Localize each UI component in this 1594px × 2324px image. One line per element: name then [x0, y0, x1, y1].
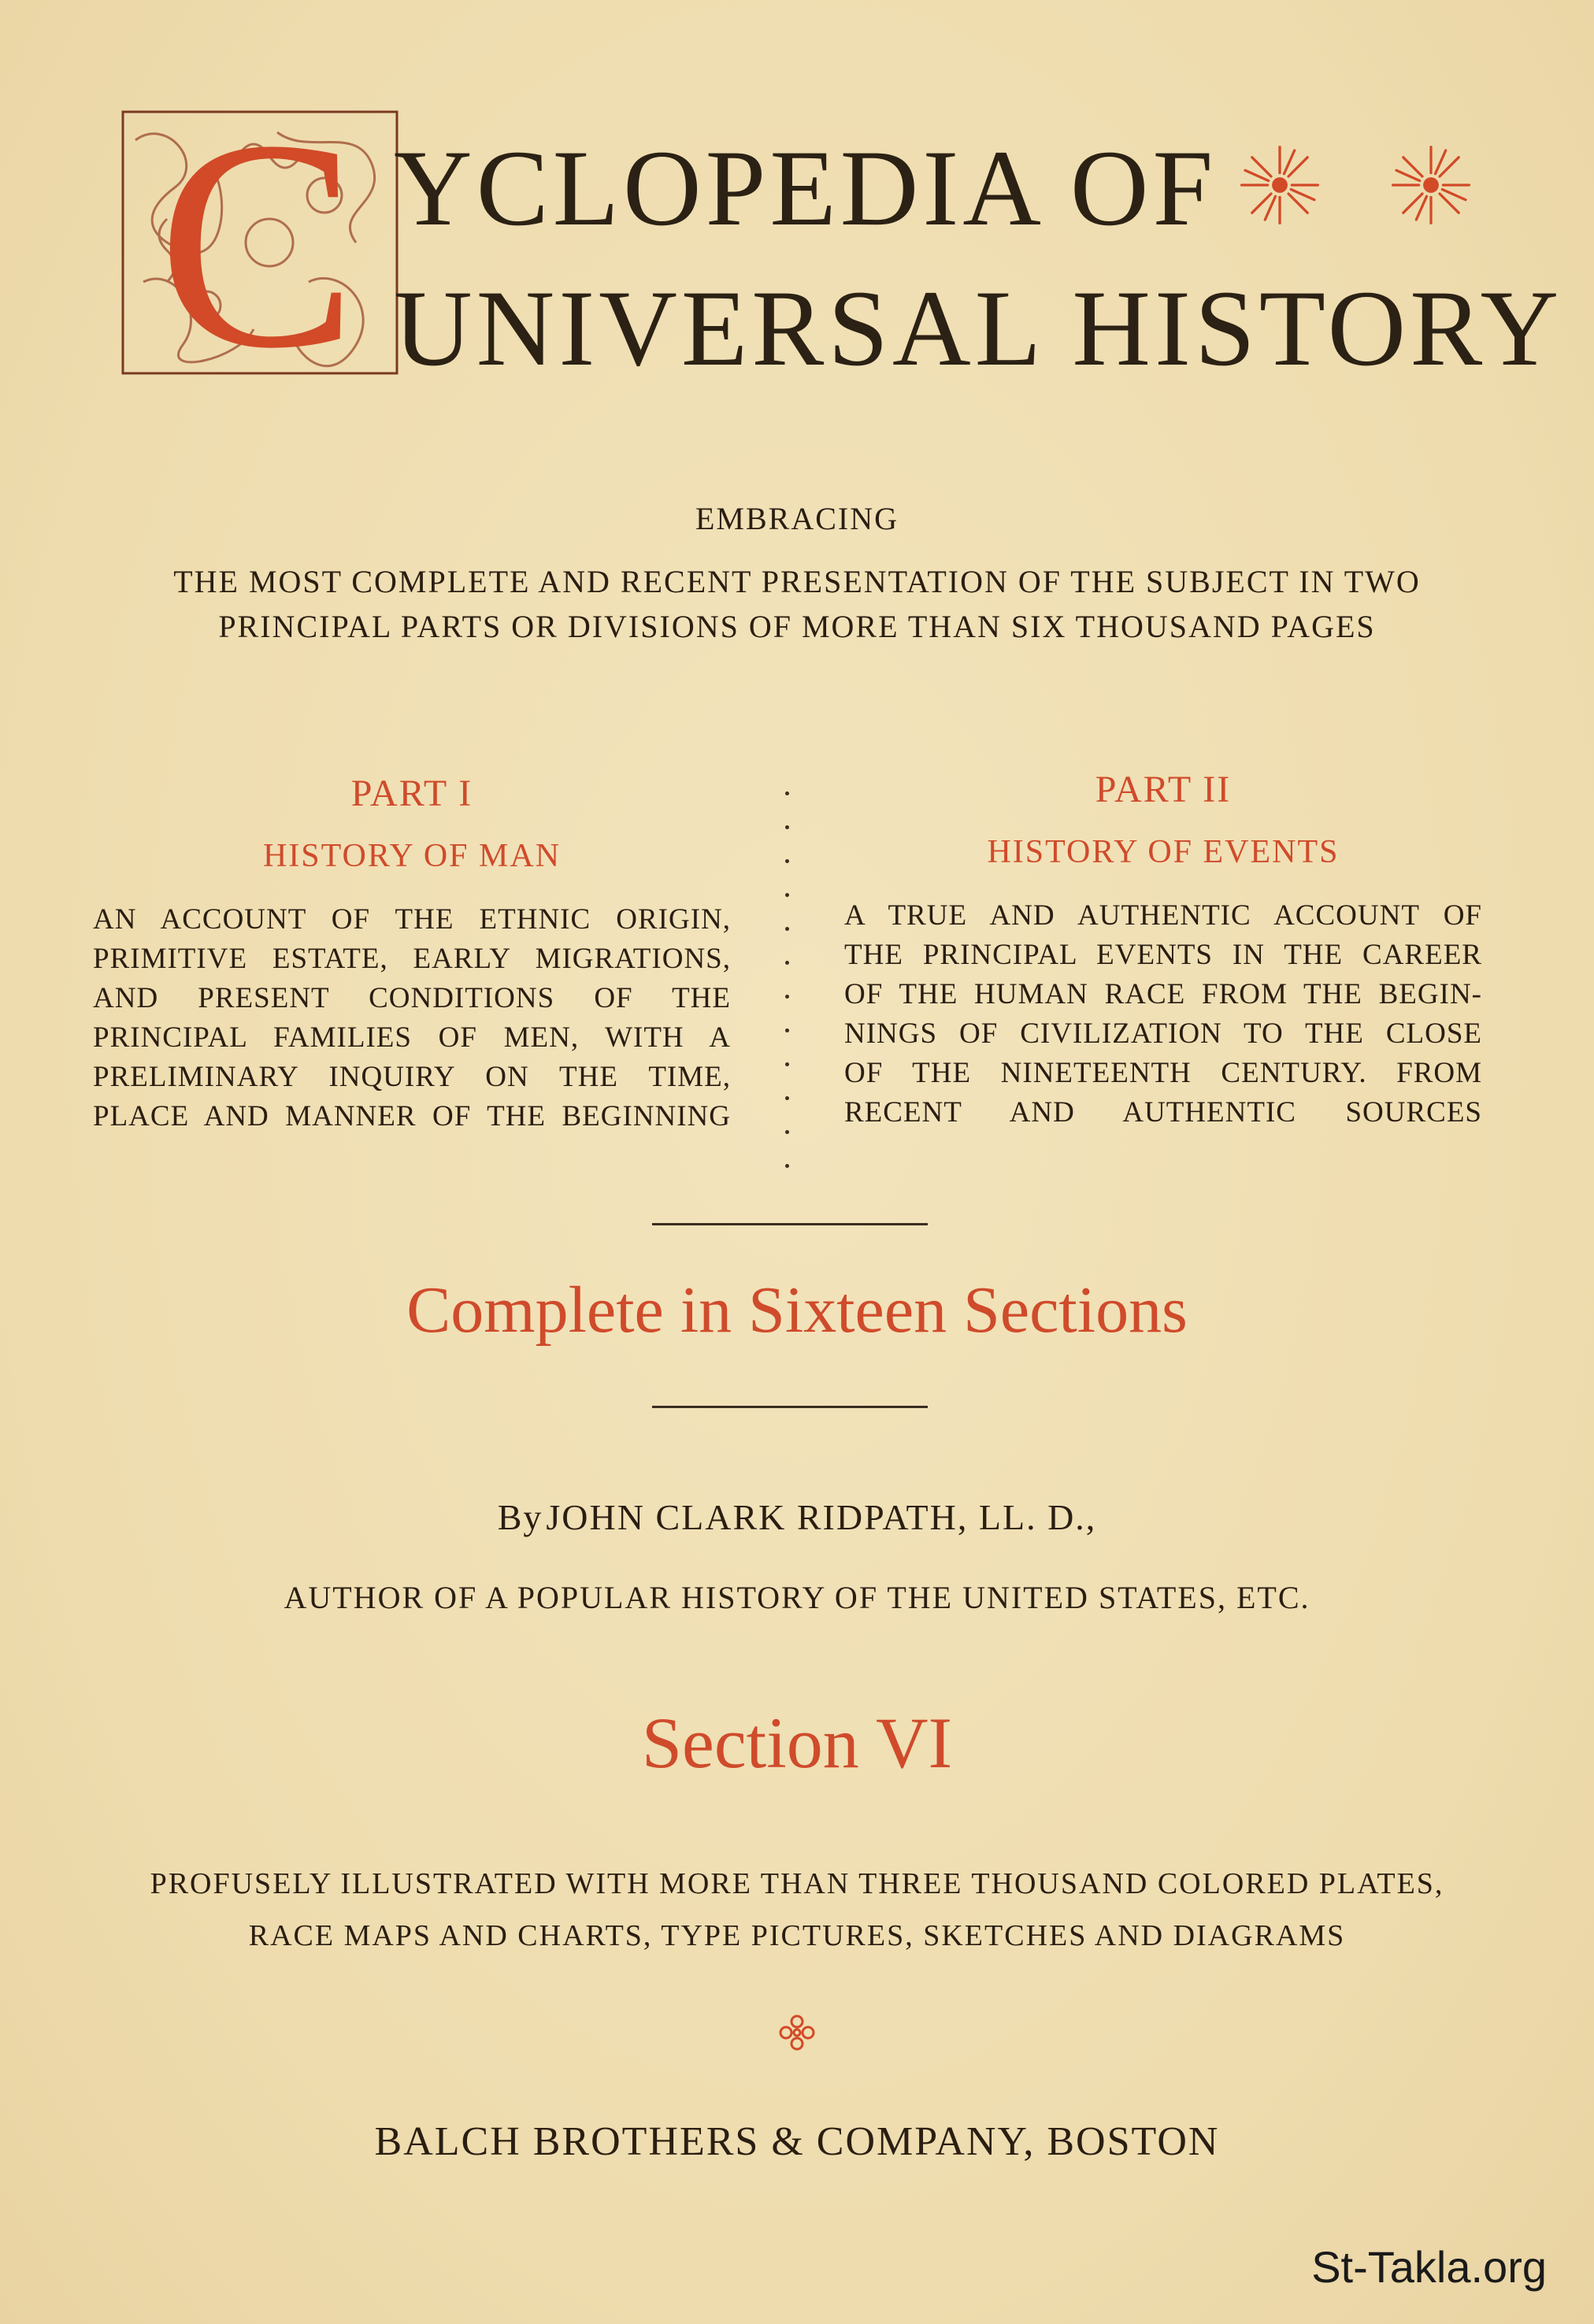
author-line — [0, 1496, 1594, 1538]
divider-rule — [652, 1406, 928, 1408]
sections-count-heading: Complete in Sixteen Sections — [406, 1273, 1188, 1347]
part-two-column — [844, 768, 1482, 1132]
publisher: BALCH BROTHERS & COMPANY, BOSTON — [374, 2119, 1220, 2164]
embracing-line-2: PRINCIPAL PARTS OR DIVISIONS OF MORE THAN SIX THOUSAND PAGES — [218, 609, 1376, 644]
author-by: By — [497, 1497, 543, 1537]
svg-text:C: C — [158, 109, 358, 376]
part-one-description — [93, 900, 731, 1136]
illustrated-line-2: RACE MAPS AND CHARTS, TYPE PICTURES, SKETCHES AND DIAGRAMS — [248, 1919, 1346, 1952]
author-name: JOHN CLARK RIDPATH, LL. D., — [546, 1497, 1097, 1537]
part-two-heading: PART II — [1095, 769, 1232, 810]
watermark: St-Takla.org — [1311, 2242, 1547, 2292]
part-one-line: PRELIMINARY INQUIRY ON THE TIME, — [93, 1061, 731, 1093]
part-one-line: AN ACCOUNT OF THE ETHNIC ORIGIN, — [93, 903, 731, 936]
divider-rule — [652, 1223, 928, 1225]
ornamental-initial-c — [120, 109, 400, 376]
sunburst-ornament-icon — [1388, 142, 1474, 228]
part-one-line: PRINCIPAL FAMILIES OF MEN, WITH A — [93, 1021, 731, 1054]
part-two-line: OF THE HUMAN RACE FROM THE BEGIN- — [844, 978, 1482, 1010]
part-two-line: RECENT AND AUTHENTIC SOURCES — [844, 1096, 1482, 1129]
title-line-2: UNIVERSAL HISTORY — [394, 268, 1563, 388]
part-one-subheading: HISTORY OF MAN — [262, 838, 562, 874]
part-two-line: OF THE NINETEENTH CENTURY. FROM — [844, 1057, 1482, 1089]
part-one-line: PRIMITIVE ESTATE, EARLY MIGRATIONS, — [93, 943, 731, 975]
part-two-description — [844, 896, 1482, 1132]
part-one-line: AND PRESENT CONDITIONS OF THE — [93, 982, 731, 1014]
part-one-heading: PART I — [350, 773, 473, 814]
title-line-1: YCLOPEDIA OF — [394, 128, 1218, 248]
section-number: Section VI — [641, 1703, 953, 1783]
part-two-line: NINGS OF CIVILIZATION TO THE CLOSE — [844, 1017, 1482, 1050]
embracing-label: EMBRACING — [695, 501, 899, 536]
illustrated-line-1: PROFUSELY ILLUSTRATED WITH MORE THAN THREE THOUSAND COLORED PLATES, — [150, 1867, 1444, 1900]
author-credit: AUTHOR OF A POPULAR HISTORY OF THE UNITED STATES, ETC. — [284, 1580, 1310, 1615]
sunburst-ornament-icon — [1236, 142, 1323, 228]
column-divider-dots — [782, 791, 791, 1198]
part-two-line: THE PRINCIPAL EVENTS IN THE CAREER — [844, 939, 1482, 971]
part-one-line: PLACE AND MANNER OF THE BEGINNING — [93, 1100, 731, 1132]
embracing-line-1: THE MOST COMPLETE AND RECENT PRESENTATION OF THE SUBJECT IN TWO — [173, 564, 1421, 599]
part-two-subheading: HISTORY OF EVENTS — [987, 834, 1340, 870]
floral-ornament-icon — [777, 2012, 817, 2053]
part-two-line: A TRUE AND AUTHENTIC ACCOUNT OF — [844, 899, 1482, 932]
part-one-column — [93, 772, 731, 1136]
